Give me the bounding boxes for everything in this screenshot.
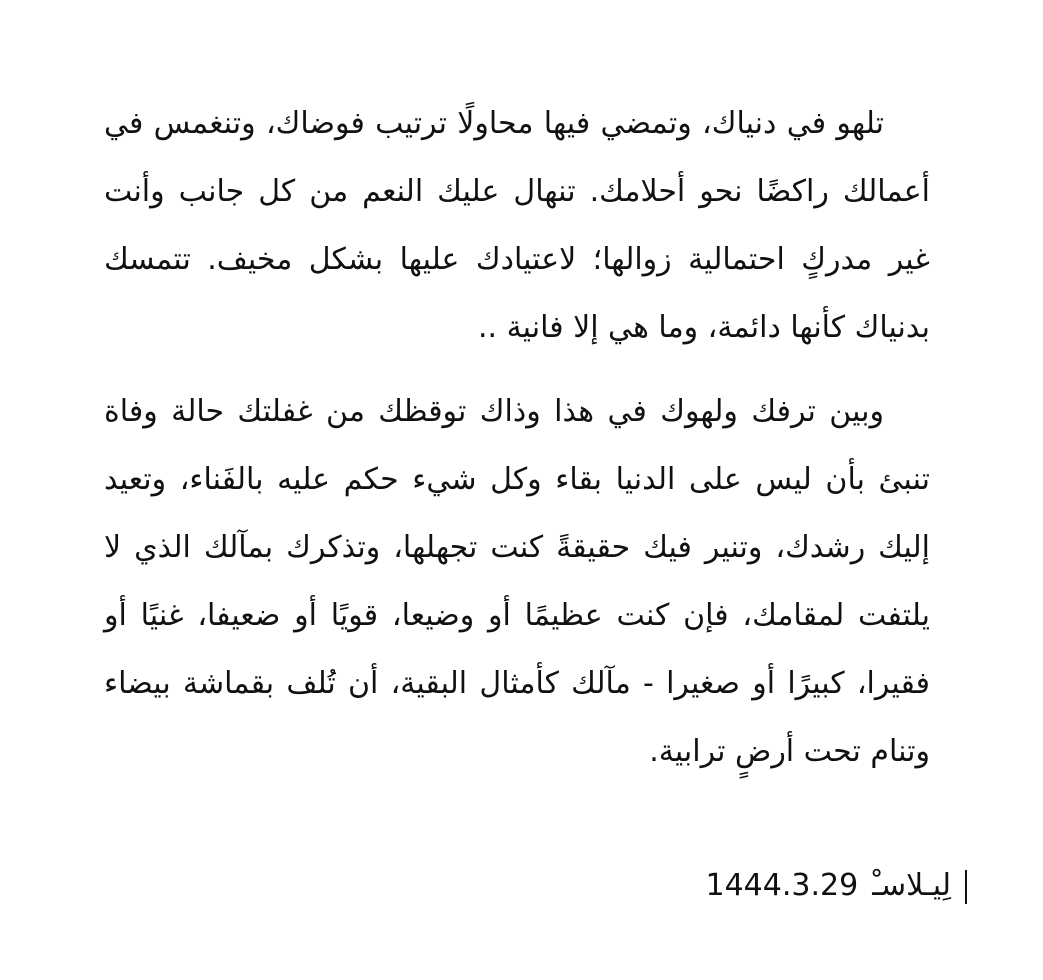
signature — [706, 858, 968, 914]
signature-date: 1444.3.29 — [705, 868, 859, 903]
paragraph-2: وبين ترفك ولهوك في هذا وذاك توقظك من غفلتك حالة وفاة تنبئ بأن ليس على الدنيا بقاء وكل شيء حكم عليه بالفَناء، وتعيد إليك رشدك، وتنير فيك حقيقةً كنت تجهلها، وتذكرك بمآلك الذي لا يلتفت لمقامك، فإن كنت عظيمًا أو وضيعا، قويًا أو ضعيفا، غنيًا أو فقيرا، كبيرًا أو صغيرا - مآلك كأمثال البقية، أن تُلف بقماشة بيضاء وتنام تحت أرضٍ ترابية. — [104, 394, 930, 769]
signature-divider — [965, 870, 967, 904]
paragraph-1: تلهو في دنياك، وتمضي فيها محاولًا ترتيب فوضاك، وتنغمس في أعمالك راكضًا نحو أحلامك. تنهال عليك النعم من كل جانب وأنت غير مدركٍ احتمالية زوالها؛ لاعتيادك عليها بشكل مخيف. تتمسك بدنياك كأنها دائمة، وما هي إلا فانية .. — [104, 106, 930, 345]
signature-name: لِيـلاسـْ — [872, 868, 951, 903]
